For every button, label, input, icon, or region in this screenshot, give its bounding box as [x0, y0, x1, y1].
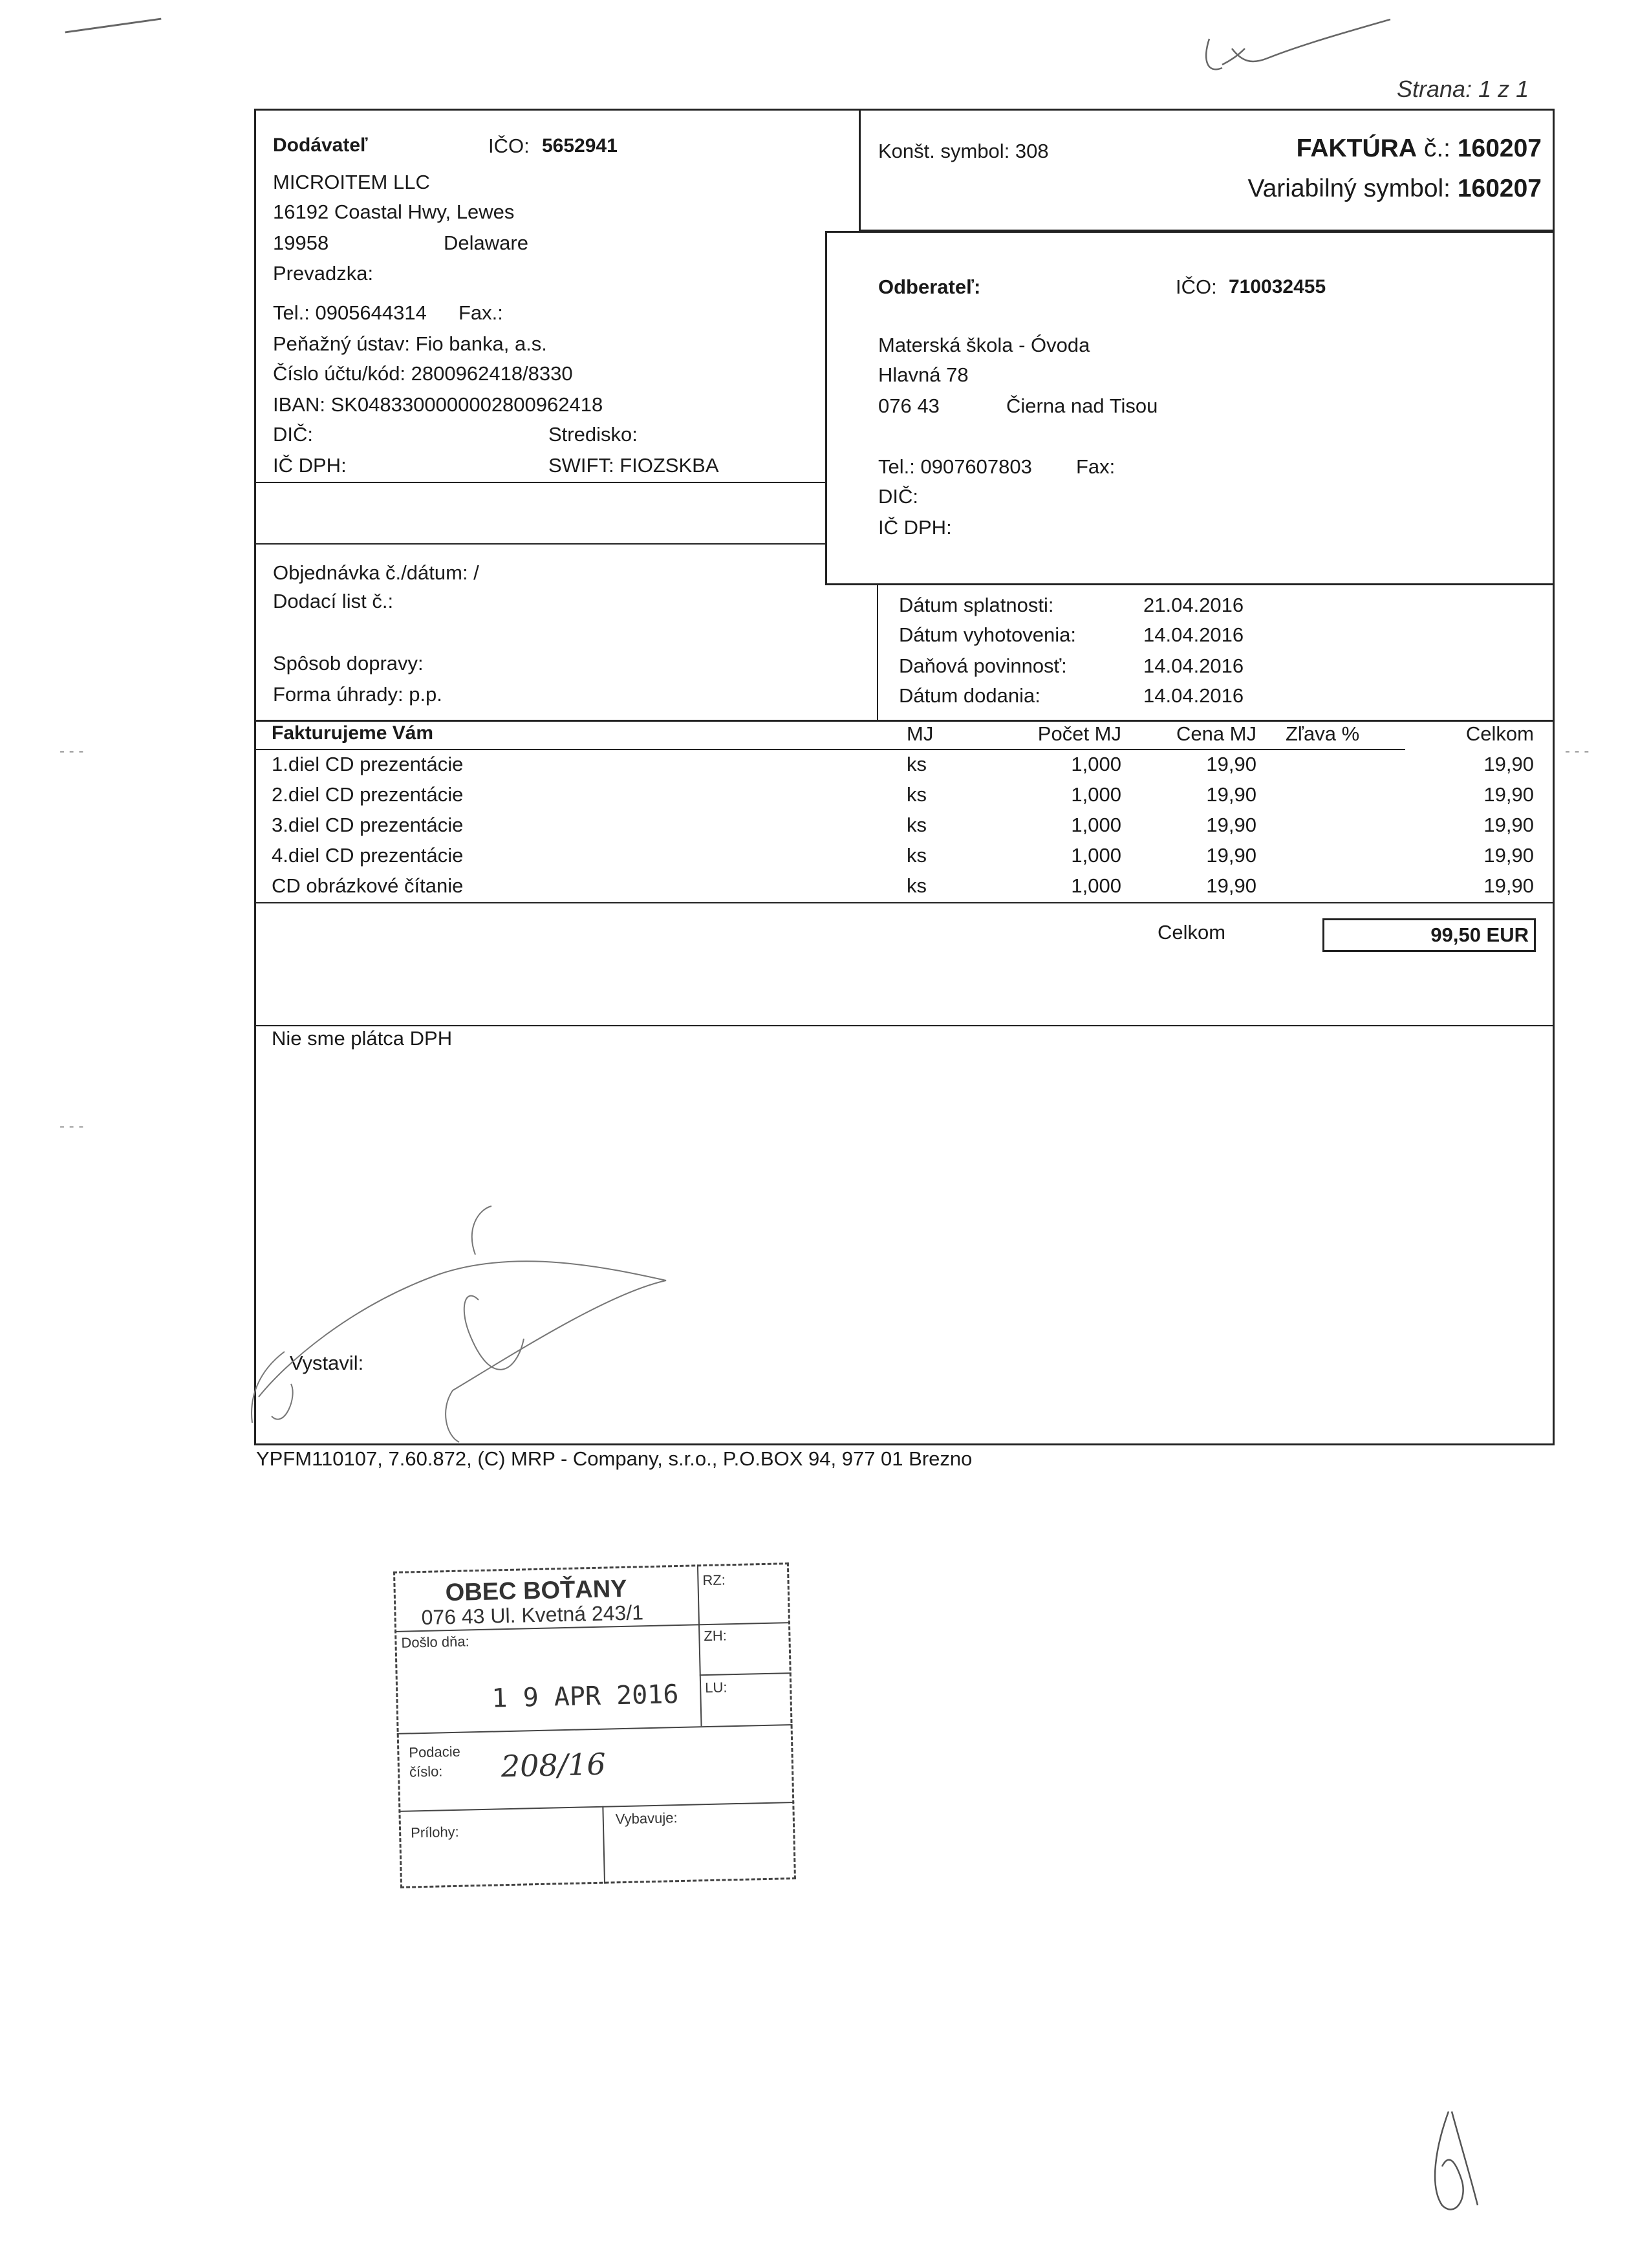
supplier-ico-label: IČO:: [488, 135, 530, 157]
row-unit: ks: [907, 753, 927, 775]
supplier-state: Delaware: [444, 232, 528, 254]
invoice-title-text: FAKTÚRA: [1296, 135, 1417, 162]
table-bottom-border: [254, 902, 1555, 903]
stamp-podacie-label: Podacie: [409, 1743, 461, 1761]
customer-tel: Tel.: 0907607803: [878, 455, 1032, 478]
row-unit-price: 19,90: [1206, 844, 1256, 867]
footer-text: YPFM110107, 7.60.872, (C) MRP - Company, s.r.o., P.O.BOX 94, 977 01 Brezno: [256, 1447, 973, 1470]
vat-note: Nie sme plátca DPH: [272, 1027, 453, 1050]
margin-mark: - - -: [59, 742, 84, 760]
customer-ico-label: IČO:: [1176, 275, 1217, 298]
supplier-zip: 19958: [273, 232, 329, 254]
row-total: 19,90: [1483, 814, 1534, 836]
divider: [254, 482, 825, 483]
col-header-qty: Počet MJ: [1037, 722, 1121, 745]
row-unit: ks: [907, 844, 927, 867]
stamp-vybavuje: Vybavuje:: [615, 1809, 678, 1828]
customer-city: Čierna nad Tisou: [1006, 394, 1158, 417]
margin-mark: - - -: [1565, 742, 1590, 760]
variable-symbol: [1247, 176, 1542, 201]
issued-by-label: Vystavil:: [290, 1352, 364, 1374]
customer-ico: 710032455: [1229, 276, 1326, 297]
col-header-discount: Zľava %: [1286, 722, 1360, 745]
payment-method: Forma úhrady: p.p.: [273, 683, 442, 706]
date-value: 14.04.2016: [1143, 684, 1244, 707]
stamp-cislo-label: číslo:: [409, 1763, 443, 1780]
supplier-fax: Fax.:: [458, 301, 503, 324]
row-quantity: 1,000: [1071, 874, 1121, 897]
date-value: 14.04.2016: [1143, 654, 1244, 677]
konst-symbol: Konšt. symbol: 308: [878, 140, 1049, 162]
margin-mark: - - -: [59, 1118, 84, 1135]
row-total: 19,90: [1483, 874, 1534, 897]
row-unit-price: 19,90: [1206, 783, 1256, 806]
divider: [254, 1025, 1555, 1026]
shipping-method: Spôsob dopravy:: [273, 652, 424, 675]
stamp-zh: ZH:: [704, 1627, 727, 1645]
row-total: 19,90: [1483, 783, 1534, 806]
supplier-prevadzka: Prevadzka:: [273, 262, 374, 285]
row-unit: ks: [907, 783, 927, 806]
stamp-prilohy: Prílohy:: [410, 1823, 460, 1841]
scan-mark: [65, 18, 162, 34]
row-unit: ks: [907, 874, 927, 897]
table-top-border: [254, 720, 1555, 722]
customer-label: Odberateľ:: [878, 275, 981, 298]
invoice-title: [1297, 136, 1542, 161]
delivery-note: Dodací list č.:: [273, 590, 394, 612]
handwritten-initials: [1196, 13, 1403, 84]
order-number: Objednávka č./dátum: /: [273, 561, 479, 584]
stamp-title: OBEC BOŤANY: [445, 1575, 627, 1607]
invoice-number-label: č.:: [1423, 135, 1451, 162]
supplier-swift: SWIFT: FIOZSKBA: [548, 454, 719, 477]
handwritten-mark: [1423, 2108, 1481, 2218]
supplier-iban: IBAN: SK0483300000002800962418: [273, 393, 603, 416]
signature: [246, 1203, 698, 1449]
stamp-podacie-value: 208/16: [501, 1746, 607, 1784]
supplier-stredisko: Stredisko:: [548, 423, 638, 446]
table-header-border: [254, 749, 1405, 750]
supplier-ico: 5652941: [542, 135, 618, 157]
stamp-lu: LU:: [704, 1679, 727, 1696]
total-label: Celkom: [1158, 921, 1226, 944]
row-item-name: 4.diel CD prezentácie: [272, 844, 464, 867]
supplier-account: Číslo účtu/kód: 2800962418/8330: [273, 362, 573, 385]
row-quantity: 1,000: [1071, 783, 1121, 806]
row-quantity: 1,000: [1071, 814, 1121, 836]
customer-name: Materská škola - Óvoda: [878, 334, 1090, 356]
customer-street: Hlavná 78: [878, 363, 969, 386]
stamp-date: 1 9 APR 2016: [491, 1679, 679, 1714]
divider: [254, 543, 825, 545]
row-quantity: 1,000: [1071, 753, 1121, 775]
row-unit-price: 19,90: [1206, 753, 1256, 775]
customer-zip: 076 43: [878, 394, 940, 417]
col-header-total: Celkom: [1465, 722, 1534, 745]
col-header-item: Fakturujeme Vám: [272, 722, 434, 744]
row-item-name: 2.diel CD prezentácie: [272, 783, 464, 806]
row-item-name: 3.diel CD prezentácie: [272, 814, 464, 836]
date-label: Dátum splatnosti:: [899, 594, 1054, 616]
row-total: 19,90: [1483, 753, 1534, 775]
date-label: Dátum vyhotovenia:: [899, 623, 1076, 646]
total-value: 99,50 EUR: [1430, 923, 1529, 946]
supplier-bank: Peňažný ústav: Fio banka, a.s.: [273, 332, 547, 355]
date-label: Dátum dodania:: [899, 684, 1040, 707]
row-total: 19,90: [1483, 844, 1534, 867]
date-value: 21.04.2016: [1143, 594, 1244, 616]
invoice-number: 160207: [1457, 135, 1542, 162]
customer-fax: Fax:: [1076, 455, 1116, 478]
stamp-doslo-label: Došlo dňa:: [401, 1633, 469, 1651]
vs-label: Variabilný symbol:: [1247, 175, 1451, 202]
row-quantity: 1,000: [1071, 844, 1121, 867]
date-label: Daňová povinnosť:: [899, 654, 1067, 677]
customer-dic: DIČ:: [878, 485, 918, 508]
vs-value: 160207: [1457, 175, 1542, 202]
stamp-rz: RZ:: [702, 1571, 726, 1589]
supplier-icdph: IČ DPH:: [273, 454, 347, 477]
stamp-address: 076 43 Ul. Kvetná 243/1: [421, 1601, 644, 1630]
invoice-header-right: [859, 109, 1555, 232]
col-header-price: Cena MJ: [1176, 722, 1256, 745]
date-value: 14.04.2016: [1143, 623, 1244, 646]
supplier-tel: Tel.: 0905644314: [273, 301, 427, 324]
page-number: Strana: 1 z 1: [1397, 76, 1529, 102]
supplier-label: Dodávateľ: [273, 135, 368, 156]
supplier-name: MICROITEM LLC: [273, 171, 430, 193]
supplier-address: 16192 Coastal Hwy, Lewes: [273, 200, 515, 223]
col-header-mj: MJ: [907, 722, 934, 745]
row-unit-price: 19,90: [1206, 874, 1256, 897]
row-item-name: CD obrázkové čítanie: [272, 874, 464, 897]
row-unit-price: 19,90: [1206, 814, 1256, 836]
row-unit: ks: [907, 814, 927, 836]
customer-icdph: IČ DPH:: [878, 516, 952, 539]
supplier-dic: DIČ:: [273, 423, 313, 446]
received-stamp: [393, 1562, 796, 1895]
dates-left-border: [877, 585, 878, 720]
row-item-name: 1.diel CD prezentácie: [272, 753, 464, 775]
